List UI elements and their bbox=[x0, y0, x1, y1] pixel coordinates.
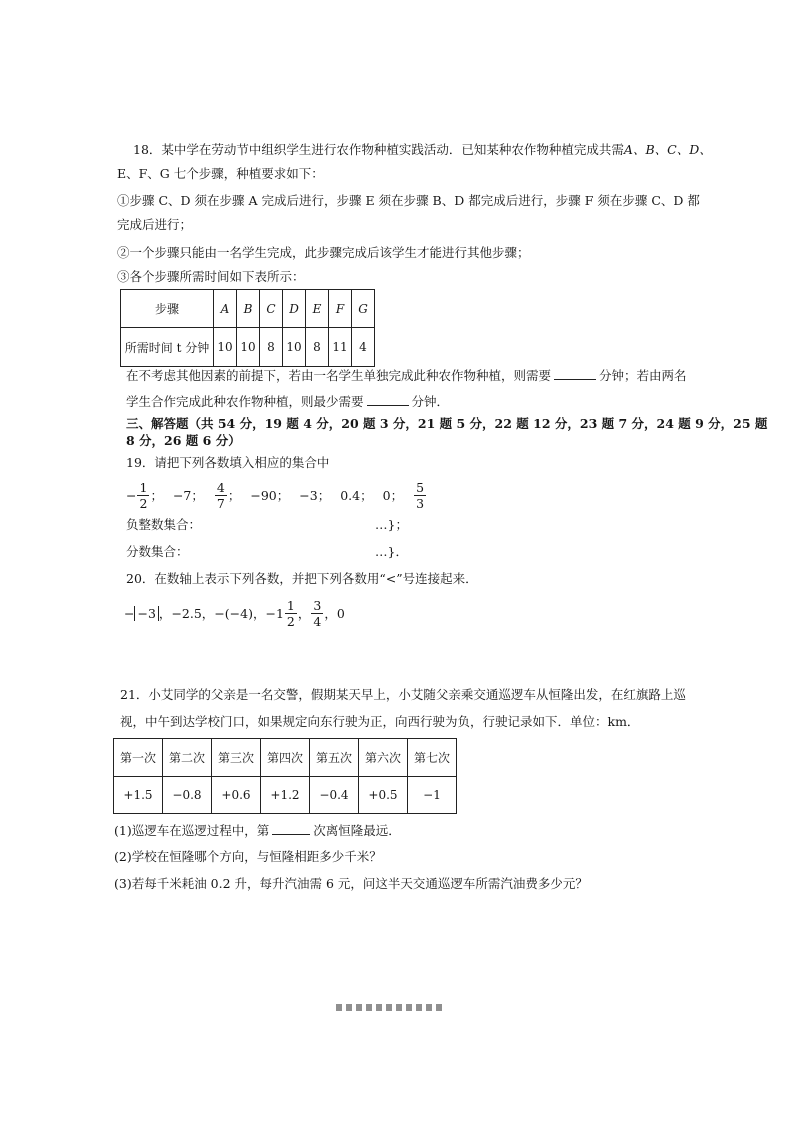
table-header-cell: 第三次 bbox=[212, 739, 261, 777]
table-cell: E bbox=[306, 290, 329, 328]
fraction-numerator: 1 bbox=[139, 480, 148, 495]
separator: ， bbox=[324, 605, 337, 621]
table-header-cell: 第七次 bbox=[408, 739, 457, 777]
q18-req1-line1: ①步骤 C、D 须在步骤 A 完成后进行，步骤 E 须在步骤 B、D 都完成后进行，步骤 F 须在步骤 C、D 都 bbox=[117, 193, 700, 208]
section3-heading-line2: 8 分，26 题 6 分） bbox=[126, 433, 241, 448]
q21-line1: 21．小艾同学的父亲是一名交警，假期某天早上，小艾随父亲乘交通巡逻车从恒隆出发，在红旗路上巡 bbox=[120, 687, 686, 702]
separator: ； bbox=[360, 487, 373, 503]
table-cell: 10 bbox=[214, 328, 237, 367]
q18-steps-table bbox=[120, 289, 375, 367]
fraction bbox=[414, 480, 426, 511]
table-cell: 11 bbox=[329, 328, 352, 367]
section3-heading-line1: 三、解答题（共 54 分，19 题 4 分，20 题 3 分，21 题 5 分，22 题 12 分，23 题 7 分，24 题 9 分，25 题 bbox=[126, 416, 768, 431]
q19-number bbox=[126, 480, 163, 511]
answer-blank[interactable] bbox=[554, 367, 596, 380]
table-cell: +0.5 bbox=[359, 777, 408, 814]
separator: ； bbox=[276, 487, 290, 503]
q18-answer-text: 学生合作完成此种农作物种植，则最少需要 bbox=[126, 394, 364, 409]
q21-sub1-text: 次离恒隆最远． bbox=[313, 823, 401, 838]
q19-number bbox=[383, 488, 403, 504]
q18-answer-line1 bbox=[126, 367, 687, 384]
q19-title: 19．请把下列各数填入相应的集合中 bbox=[126, 455, 330, 470]
table-cell: −1 bbox=[408, 777, 457, 814]
table-header-cell: 第六次 bbox=[359, 739, 408, 777]
fraction-denominator: 4 bbox=[313, 614, 322, 629]
q20-expression bbox=[124, 598, 345, 629]
q21-sub2: (2)学校在恒隆哪个方向，与恒隆相距多少千米？ bbox=[114, 849, 382, 864]
q21-sub3: (3)若每千米耗油 0.2 升，每升汽油需 6 元，问这半天交通巡逻车所需汽油费多少元？ bbox=[114, 876, 588, 891]
q21-sub1-text: (1)巡逻车在巡逻过程中，第 bbox=[114, 823, 270, 838]
q18-line1-text: 18．某中学在劳动节中组织学生进行农作物种植实践活动．已知某种农作物种植完成共需 bbox=[133, 142, 624, 157]
q18-line1-letters: A、B、C、D、 bbox=[623, 142, 712, 157]
number-value: −3 bbox=[137, 606, 156, 621]
separator: ； bbox=[317, 487, 331, 503]
table-cell: 10 bbox=[237, 328, 260, 367]
q19-set2-end: …}． bbox=[375, 544, 408, 559]
q19-set1-end: …}； bbox=[375, 517, 408, 532]
q19-number bbox=[413, 480, 427, 511]
number-value: 0 bbox=[382, 487, 391, 503]
q19-number bbox=[299, 488, 330, 504]
minus-sign: − bbox=[126, 487, 137, 503]
q19-number bbox=[340, 488, 372, 504]
number-value: −7 bbox=[172, 487, 192, 503]
absolute-value bbox=[134, 606, 158, 621]
fraction-denominator: 7 bbox=[216, 496, 225, 511]
table-cell: +1.2 bbox=[261, 777, 310, 814]
q18-answer-text: 在不考虑其他因素的前提下，若由一名学生单独完成此种农作物种植，则需要 bbox=[126, 368, 552, 383]
answer-blank[interactable] bbox=[272, 822, 310, 835]
fraction-denominator: 2 bbox=[286, 614, 295, 629]
table-row bbox=[121, 328, 375, 367]
separator: ， bbox=[252, 605, 266, 621]
separator: ， bbox=[201, 605, 215, 621]
separator: ； bbox=[150, 487, 163, 503]
table-header-cell: 第五次 bbox=[310, 739, 359, 777]
number-value: −(−4) bbox=[214, 605, 253, 621]
fraction bbox=[311, 598, 323, 629]
q19-number bbox=[173, 488, 204, 504]
table-cell: G bbox=[352, 290, 375, 328]
q18-req1-line2: 完成后进行； bbox=[117, 217, 193, 232]
number-value: −90 bbox=[250, 487, 277, 503]
separator: ； bbox=[390, 487, 404, 503]
table-row bbox=[121, 290, 375, 328]
table-row bbox=[114, 739, 457, 777]
table-header-cell: 第二次 bbox=[163, 739, 212, 777]
table-row bbox=[114, 777, 457, 814]
mixed-number-whole: −1 bbox=[265, 605, 284, 621]
table-header-cell: 步骤 bbox=[121, 290, 214, 328]
fraction bbox=[215, 480, 227, 511]
q21-line2: 视，中午到达学校门口，如果规定向东行驶为正，向西行驶为负，行驶记录如下．单位：km． bbox=[120, 714, 640, 729]
table-cell: B bbox=[237, 290, 260, 328]
number-value: −2.5 bbox=[171, 605, 202, 621]
page-footer-smudge bbox=[336, 1004, 442, 1011]
q19-set1-label: 负整数集合： bbox=[126, 517, 202, 532]
fraction-denominator: 3 bbox=[416, 496, 425, 511]
q19-number bbox=[214, 480, 240, 511]
separator: ， bbox=[158, 605, 172, 621]
q18-line1 bbox=[133, 142, 712, 158]
table-cell: 4 bbox=[352, 328, 375, 367]
table-cell: 8 bbox=[260, 328, 283, 367]
fraction bbox=[137, 480, 149, 511]
q21-record-table bbox=[113, 738, 457, 814]
table-header-cell: 第四次 bbox=[261, 739, 310, 777]
table-cell: A bbox=[214, 290, 237, 328]
number-value: 0.4 bbox=[340, 487, 361, 503]
fraction-numerator: 3 bbox=[313, 598, 322, 613]
table-cell: D bbox=[283, 290, 306, 328]
table-header-cell: 所需时间 t 分钟 bbox=[121, 328, 214, 367]
table-cell: 10 bbox=[283, 328, 306, 367]
table-cell: −0.4 bbox=[310, 777, 359, 814]
separator: ； bbox=[191, 487, 204, 503]
q19-set2-label: 分数集合： bbox=[126, 544, 189, 559]
q18-answer-text: 分钟． bbox=[411, 394, 450, 409]
q19-number bbox=[250, 488, 289, 504]
q18-answer-line2 bbox=[126, 393, 449, 410]
q18-req2: ②一个步骤只能由一名学生完成，此步骤完成后该学生才能进行其他步骤； bbox=[117, 245, 530, 260]
table-cell: C bbox=[260, 290, 283, 328]
fraction-numerator: 1 bbox=[286, 598, 295, 613]
number-value: 0 bbox=[336, 605, 345, 621]
table-cell: −0.8 bbox=[163, 777, 212, 814]
table-cell: 8 bbox=[306, 328, 329, 367]
table-header-cell: 第一次 bbox=[114, 739, 163, 777]
q18-answer-text: 分钟；若由两名 bbox=[599, 368, 687, 383]
fraction bbox=[285, 598, 297, 629]
q21-sub1 bbox=[114, 822, 401, 839]
table-cell: F bbox=[329, 290, 352, 328]
number-value: −3 bbox=[299, 487, 318, 503]
answer-blank[interactable] bbox=[367, 393, 409, 406]
q19-number-list bbox=[126, 480, 437, 511]
q18-req3: ③各个步骤所需时间如下表所示： bbox=[117, 269, 305, 284]
table-cell: +0.6 bbox=[212, 777, 261, 814]
table-cell: +1.5 bbox=[114, 777, 163, 814]
q18-line2: E、F、G 七个步骤，种植要求如下： bbox=[117, 166, 324, 181]
separator: ， bbox=[297, 605, 311, 621]
fraction-numerator: 4 bbox=[216, 480, 225, 495]
fraction-numerator: 5 bbox=[416, 480, 425, 495]
minus-sign: − bbox=[124, 605, 135, 621]
q20-title: 20．在数轴上表示下列各数，并把下列各数用“<”号连接起来． bbox=[126, 571, 478, 586]
separator: ； bbox=[227, 487, 241, 503]
fraction-denominator: 2 bbox=[139, 496, 148, 511]
